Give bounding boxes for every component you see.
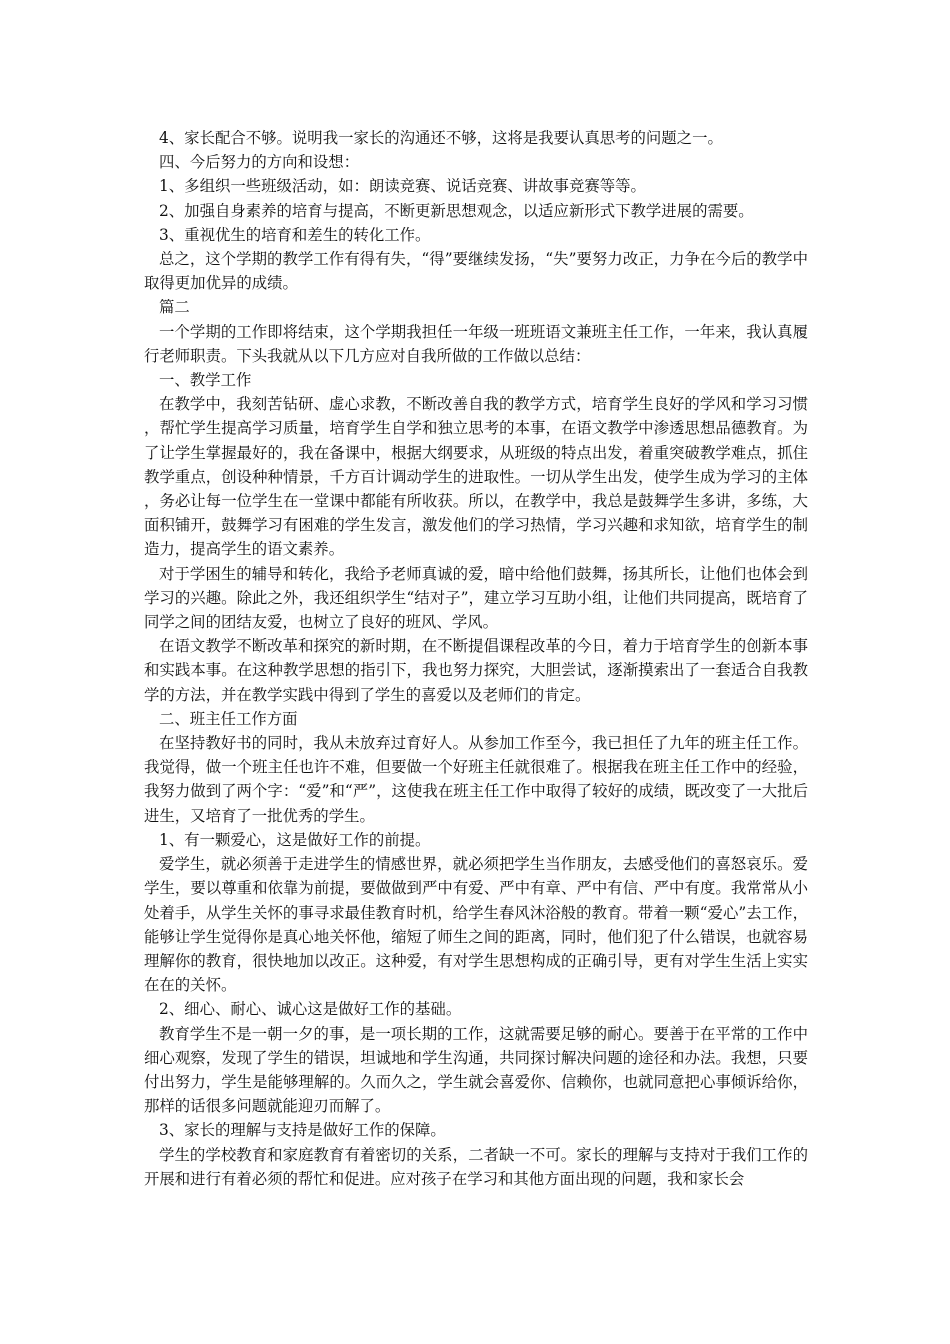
paragraph-18: 教育学生不是一朝一夕的事，是一项长期的工作，这就需要足够的耐心。要善于在平常的工作中细心观察，发现了学生的错误，坦诚地和学生沟通，共同探讨解决问题的途径和办法。我想，只要付出努力，学生是能够理解的。久而久之，学生就会喜爱你、信赖你，也就同意把心事倾诉给你，那样的话很多问题就能迎刃而解了。 <box>144 1024 808 1116</box>
paragraph-20: 学生的学校教育和家庭教育有着密切的关系，二者缺一不可。家长的理解与支持对于我们工作的开展和进行有着必须的帮忙和促进。应对孩子在学习和其他方面出现的问题，我和家长会 <box>144 1145 808 1188</box>
subheading-3: 3、家长的理解与支持是做好工作的保障。 <box>159 1121 446 1140</box>
paragraph-10: 在教学中，我刻苦钻研、虚心求教，不断改善自我的教学方式，培育学生良好的学风和学习习惯，帮忙学生提高学习质量，培育学生自学和独立思考的本事，在语文教学中渗透思想品德教育。为了让学生掌握最好的，我在备课中，根据大纲要求，从班级的特点出发，着重突破教学难点，抓住教学重点，创设种种情景，千方百计调动学生的进取性。一切从学生出发，使学生成为学习的主体，务必让每一位学生在一堂课中都能有所收获。所以，在教学中，我总是鼓舞学生多讲，多练，大面积铺开，鼓舞学习有困难的学生发言，激发他们的学习热情，学习兴趣和求知欲，培育学生的制造力，提高学生的语文素养。 <box>144 395 808 559</box>
paragraph-11: 对于学困生的辅导和转化，我给予老师真诚的爱，暗中给他们鼓舞，扬其所长，让他们也体会到学习的兴趣。除此之外，我还组织学生“结对子”，建立学习互助小组，让他们共同提高，既培育了同学之间的团结友爱，也树立了良好的班风、学风。 <box>144 564 808 632</box>
heading-teaching-work: 一、教学工作 <box>159 371 252 390</box>
paragraph-5: 3、重视优生的培育和差生的转化工作。 <box>159 225 431 244</box>
paragraph-14: 在坚持教好书的同时，我从未放弃过育好人。从参加工作至今，我已担任了九年的班主任工作。我觉得，做一个班主任也许不难，但要做一个好班主任就很难了。根据我在班主任工作中的经验，我努力做到了两个字：“爱”和“严”，这使我在班主任工作中取得了较好的成绩，既改变了一大批后进生，又培育了一批优秀的学生。 <box>144 734 808 825</box>
heading-class-teacher-work: 二、班主任工作方面 <box>159 709 298 728</box>
paragraph-16: 爱学生，就必须善于走进学生的情感世界，就必须把学生当作朋友，去感受他们的喜怒哀乐。爱学生，要以尊重和依靠为前提，要做做到严中有爱、严中有章、严中有信、严中有度。我常常从小处着手，从学生关怀的事寻求最佳教育时机，给学生春风沐浴般的教育。带着一颗“爱心”去工作，能够让学生觉得你是真心地关怀他，缩短了师生之间的距离，同时，他们犯了什么错误，也就容易理解你的教育，很快地加以改正。这种爱，有对学生思想构成的正确引导，更有对学生生活上实实在在的关怀。 <box>144 855 808 995</box>
paragraph-1: 4、家长配合不够。说明我一家长的沟通还不够，这将是我要认真思考的问题之一。 <box>159 129 723 147</box>
paragraph-8: 一个学期的工作即将结束，这个学期我担任一年级一班班语文兼班主任工作，一年来，我认真履行老师职责。下头我就从以下几方应对自我所做的工作做以总结： <box>144 322 808 365</box>
paragraph-4: 2、加强自身素养的培育与提高，不断更新思想观念，以适应新形式下教学进展的需要。 <box>159 201 754 220</box>
paragraph-3: 1、多组织一些班级活动，如：朗读竞赛、说话竞赛、讲故事竞赛等等。 <box>159 177 646 196</box>
subheading-1: 1、有一颗爱心，这是做好工作的前提。 <box>159 830 431 849</box>
subheading-2: 2、细心、耐心、诚心这是做好工作的基础。 <box>159 1000 462 1019</box>
section-title-part-two: 篇二 <box>159 298 190 317</box>
paragraph-12: 在语文教学不断改革和探究的新时期，在不断提倡课程改革的今日，着力于培育学生的创新本事和实践本事。在这种教学思想的指引下，我也努力探究，大胆尝试，逐渐摸索出了一套适合自我教学的方法，并在教学实践中得到了学生的喜爱以及老师们的肯定。 <box>144 637 808 704</box>
document-page <box>144 126 808 1191</box>
paragraph-6: 总之，这个学期的教学工作有得有失，“得”要继续发扬，“失”要努力改正，力争在今后的教学中取得更加优异的成绩。 <box>144 250 808 293</box>
paragraph-2: 四、今后努力的方向和设想： <box>159 153 360 172</box>
